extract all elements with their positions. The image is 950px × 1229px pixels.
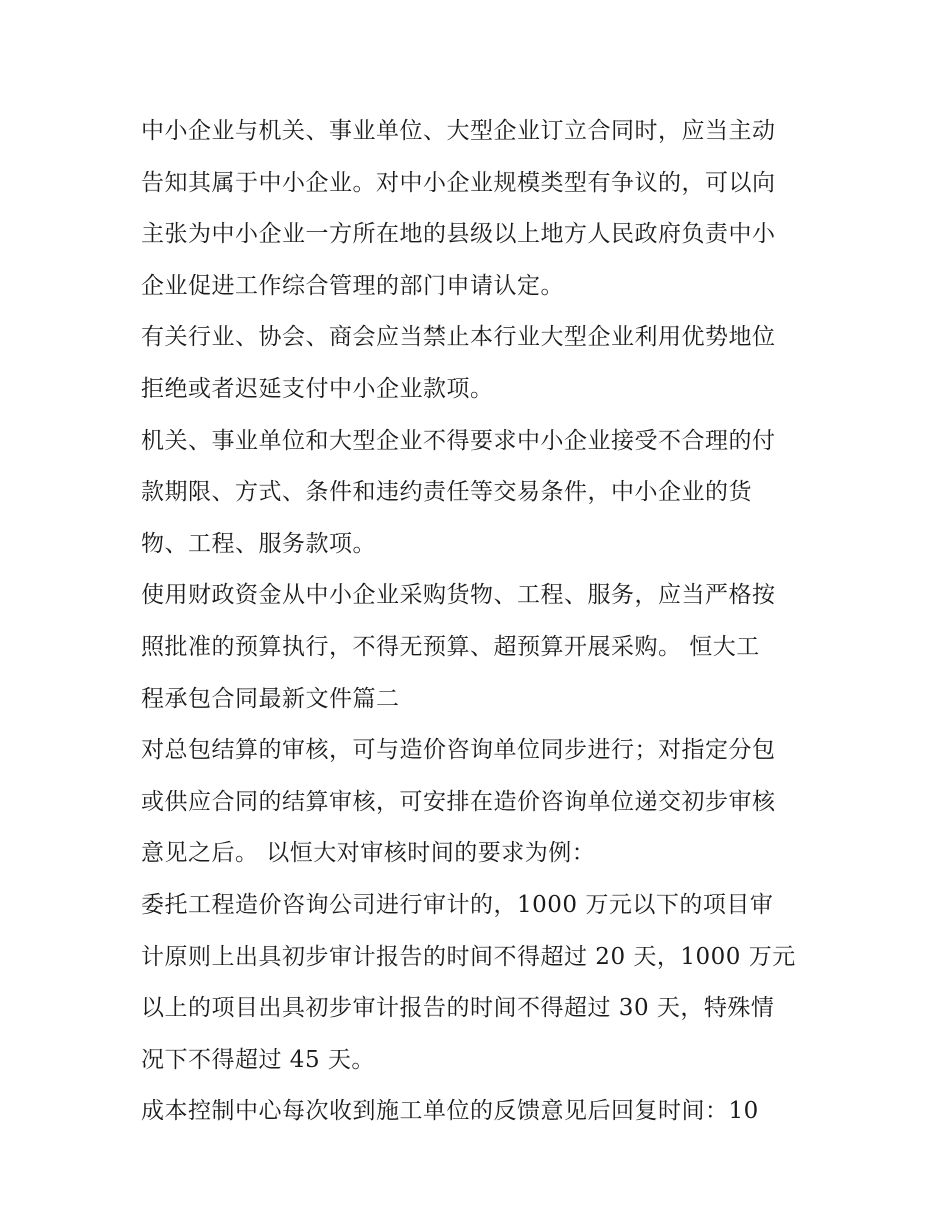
- paragraph-settlement-review: [141, 725, 821, 880]
- text-line: 主张为中小企业一方所在地的县级以上地方人民政府负责中小: [141, 221, 776, 248]
- text-line: 有关行业、协会、商会应当禁止本行业大型企业利用优势地位: [141, 324, 776, 351]
- text-line: 对总包结算的审核，可与造价咨询单位同步进行；对指定分包: [141, 737, 776, 764]
- text-line: 中小企业与机关、事业单位、大型企业订立合同时，应当主动: [141, 118, 776, 144]
- paragraph-cost-control-reply: [141, 1086, 821, 1138]
- text-line: 程承包合同最新文件篇二: [141, 685, 400, 712]
- text-line: 拒绝或者迟延支付中小企业款项。: [141, 375, 494, 402]
- text-line: 以上的项目出具初步审计报告的时间不得超过 30 天，特殊情: [141, 995, 775, 1022]
- text-line: 计原则上出具初步审计报告的时间不得超过 20 天，1000 万元: [141, 943, 796, 970]
- text-line: 委托工程造价咨询公司进行审计的，1000 万元以下的项目审: [141, 891, 774, 918]
- paragraph-fiscal-procurement: [141, 570, 821, 725]
- text-line: 机关、事业单位和大型企业不得要求中小企业接受不合理的付: [141, 427, 776, 454]
- paragraph-payment-terms: [141, 416, 821, 571]
- text-line: 使用财政资金从中小企业采购货物、工程、服务，应当严格按: [141, 582, 776, 609]
- text-line: 照批准的预算执行，不得无预算、超预算开展采购。 恒大工: [141, 633, 760, 660]
- text-line: 意见之后。 以恒大对审核时间的要求为例：: [141, 840, 596, 867]
- text-line: 或供应合同的结算审核，可安排在造价咨询单位递交初步审核: [141, 788, 776, 815]
- text-line: 企业促进工作综合管理的部门申请认定。: [141, 272, 564, 299]
- paragraph-contract-notice: [141, 106, 821, 312]
- text-line: 告知其属于中小企业。对中小企业规模类型有争议的，可以向: [141, 169, 776, 196]
- text-line: 物、工程、服务款项。: [141, 530, 376, 557]
- document-body: [141, 106, 821, 1138]
- paragraph-audit-timeline: [141, 880, 821, 1086]
- text-line: 况下不得超过 45 天。: [141, 1046, 375, 1073]
- text-line: 款期限、方式、条件和违约责任等交易条件，中小企业的货: [141, 479, 752, 506]
- paragraph-industry-association: [141, 312, 821, 415]
- text-line: 成本控制中心每次收到施工单位的反馈意见后回复时间：10: [141, 1098, 759, 1125]
